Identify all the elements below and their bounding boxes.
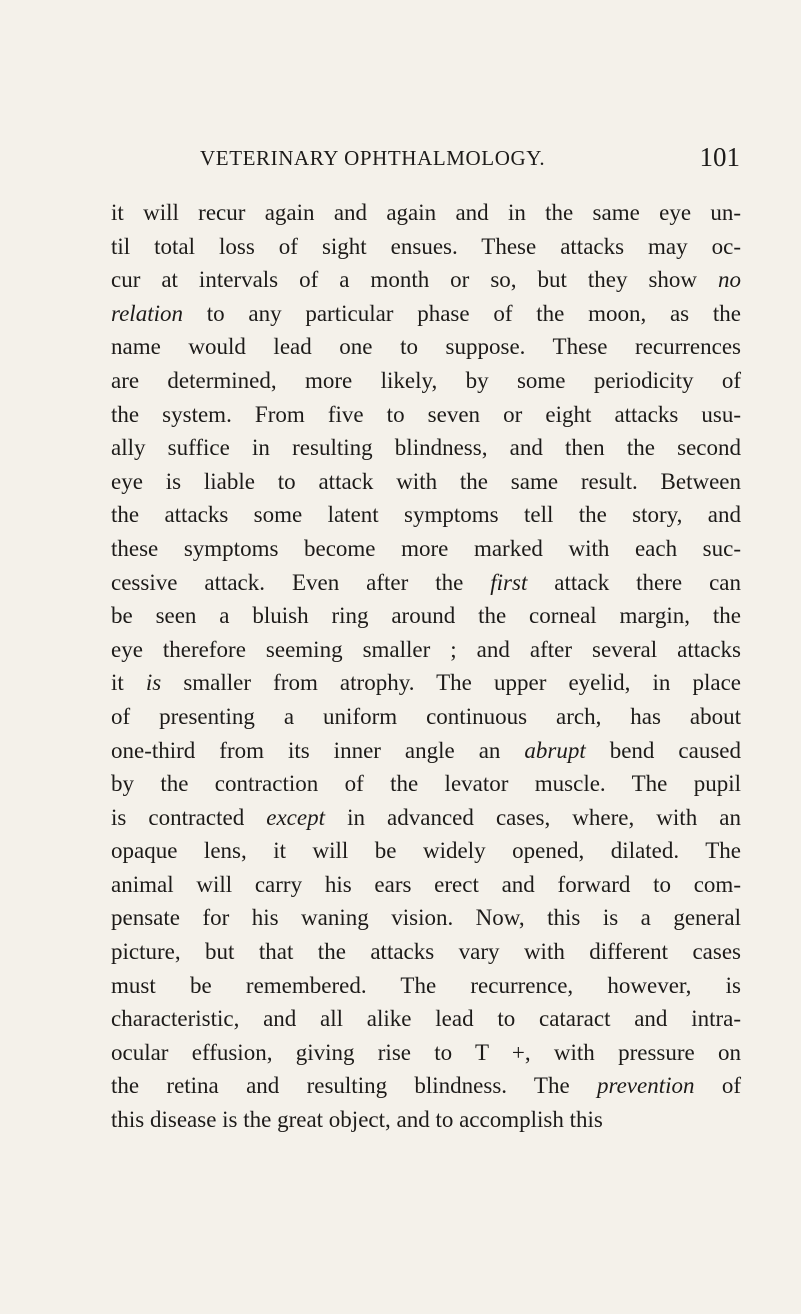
text-line <box>111 599 741 633</box>
text-line <box>111 297 741 331</box>
text-line <box>111 1103 741 1137</box>
text-line <box>111 935 741 969</box>
text-segment: picture, but that the attacks vary with different cases <box>111 939 741 965</box>
text-line <box>111 868 741 902</box>
text-segment: the retina and resulting blindness. The <box>111 1073 597 1099</box>
text-segment: pensate for his waning vision. Now, this is a general <box>111 905 741 931</box>
text-segment: of presenting a uniform continuous arch, has about <box>111 703 741 729</box>
text-line <box>111 834 741 868</box>
italic-phrase: first <box>490 569 528 595</box>
italic-phrase: abrupt <box>524 737 586 763</box>
text-segment: are determined, more likely, by some periodicity of <box>111 367 741 393</box>
text-line <box>111 734 741 768</box>
text-line <box>111 532 741 566</box>
text-segment: the attacks some latent symptoms tell the story, and <box>111 502 741 528</box>
text-segment: it will recur again and again and in the same eye un- <box>111 200 741 225</box>
text-line <box>111 801 741 835</box>
running-title: VETERINARY OPHTHALMOLOGY. <box>200 146 546 170</box>
text-segment: one-third from its inner angle an <box>111 737 525 763</box>
text-segment: by the contraction of the levator muscle. The pupil <box>111 771 741 797</box>
text-line <box>111 364 741 398</box>
text-line <box>111 901 741 935</box>
italic-phrase: except <box>266 804 325 830</box>
text-segment: these symptoms become more marked with each suc- <box>111 535 741 561</box>
text-line <box>111 465 741 499</box>
running-head <box>200 142 740 180</box>
text-line <box>111 330 741 364</box>
text-line <box>111 398 741 432</box>
text-line <box>111 666 741 700</box>
body-text <box>111 196 741 1137</box>
italic-phrase: is <box>145 670 162 696</box>
text-segment: name would lead one to suppose. These recurrences <box>111 334 741 360</box>
text-segment: cessive attack. Even after the <box>111 569 491 595</box>
text-segment: in advanced cases, where, with an <box>325 804 741 830</box>
text-line <box>111 566 741 600</box>
italic-phrase: no <box>718 267 741 293</box>
text-segment: it <box>111 670 146 696</box>
text-line <box>111 700 741 734</box>
text-line <box>111 196 741 230</box>
text-line <box>111 633 741 667</box>
text-segment: smaller from atrophy. The upper eyelid, in place <box>161 670 742 696</box>
text-segment: be seen a bluish ring around the corneal margin, the <box>111 603 741 629</box>
text-line <box>111 431 741 465</box>
text-segment: is contracted <box>111 804 267 830</box>
text-segment: ocular effusion, giving rise to T +, with pressure on <box>111 1039 741 1065</box>
text-line <box>111 969 741 1003</box>
text-segment: eye is liable to attack with the same result. Between <box>111 468 741 494</box>
text-segment: animal will carry his ears erect and forward to com- <box>111 871 741 897</box>
text-segment: of <box>694 1073 741 1099</box>
italic-phrase: prevention <box>597 1073 695 1099</box>
text-line <box>111 767 741 801</box>
text-line <box>111 263 741 297</box>
text-line <box>111 230 741 264</box>
text-segment: the system. From five to seven or eight attacks usu- <box>111 401 741 427</box>
text-segment: this disease is the great object, and to accomplish this <box>111 1107 603 1133</box>
text-segment: til total loss of sight ensues. These attacks may oc- <box>111 233 741 259</box>
text-segment: attack there can <box>527 569 741 595</box>
text-segment: opaque lens, it will be widely opened, dilated. The <box>111 838 741 864</box>
text-line <box>111 498 741 532</box>
text-line <box>111 1036 741 1070</box>
text-segment: eye therefore seeming smaller ; and after several attacks <box>111 636 741 662</box>
text-segment: to any particular phase of the moon, as the <box>182 300 741 326</box>
text-segment: cur at intervals of a month or so, but they show <box>111 267 718 293</box>
text-segment: characteristic, and all alike lead to cataract and intra- <box>111 1006 741 1032</box>
page-number: 101 <box>699 142 740 172</box>
text-segment: ally suffice in resulting blindness, and then the second <box>111 435 741 461</box>
italic-phrase: relation <box>111 300 183 326</box>
text-line <box>111 1069 741 1103</box>
text-segment: bend caused <box>585 737 741 763</box>
text-line <box>111 1002 741 1036</box>
text-segment: must be remembered. The recurrence, however, is <box>111 972 741 998</box>
